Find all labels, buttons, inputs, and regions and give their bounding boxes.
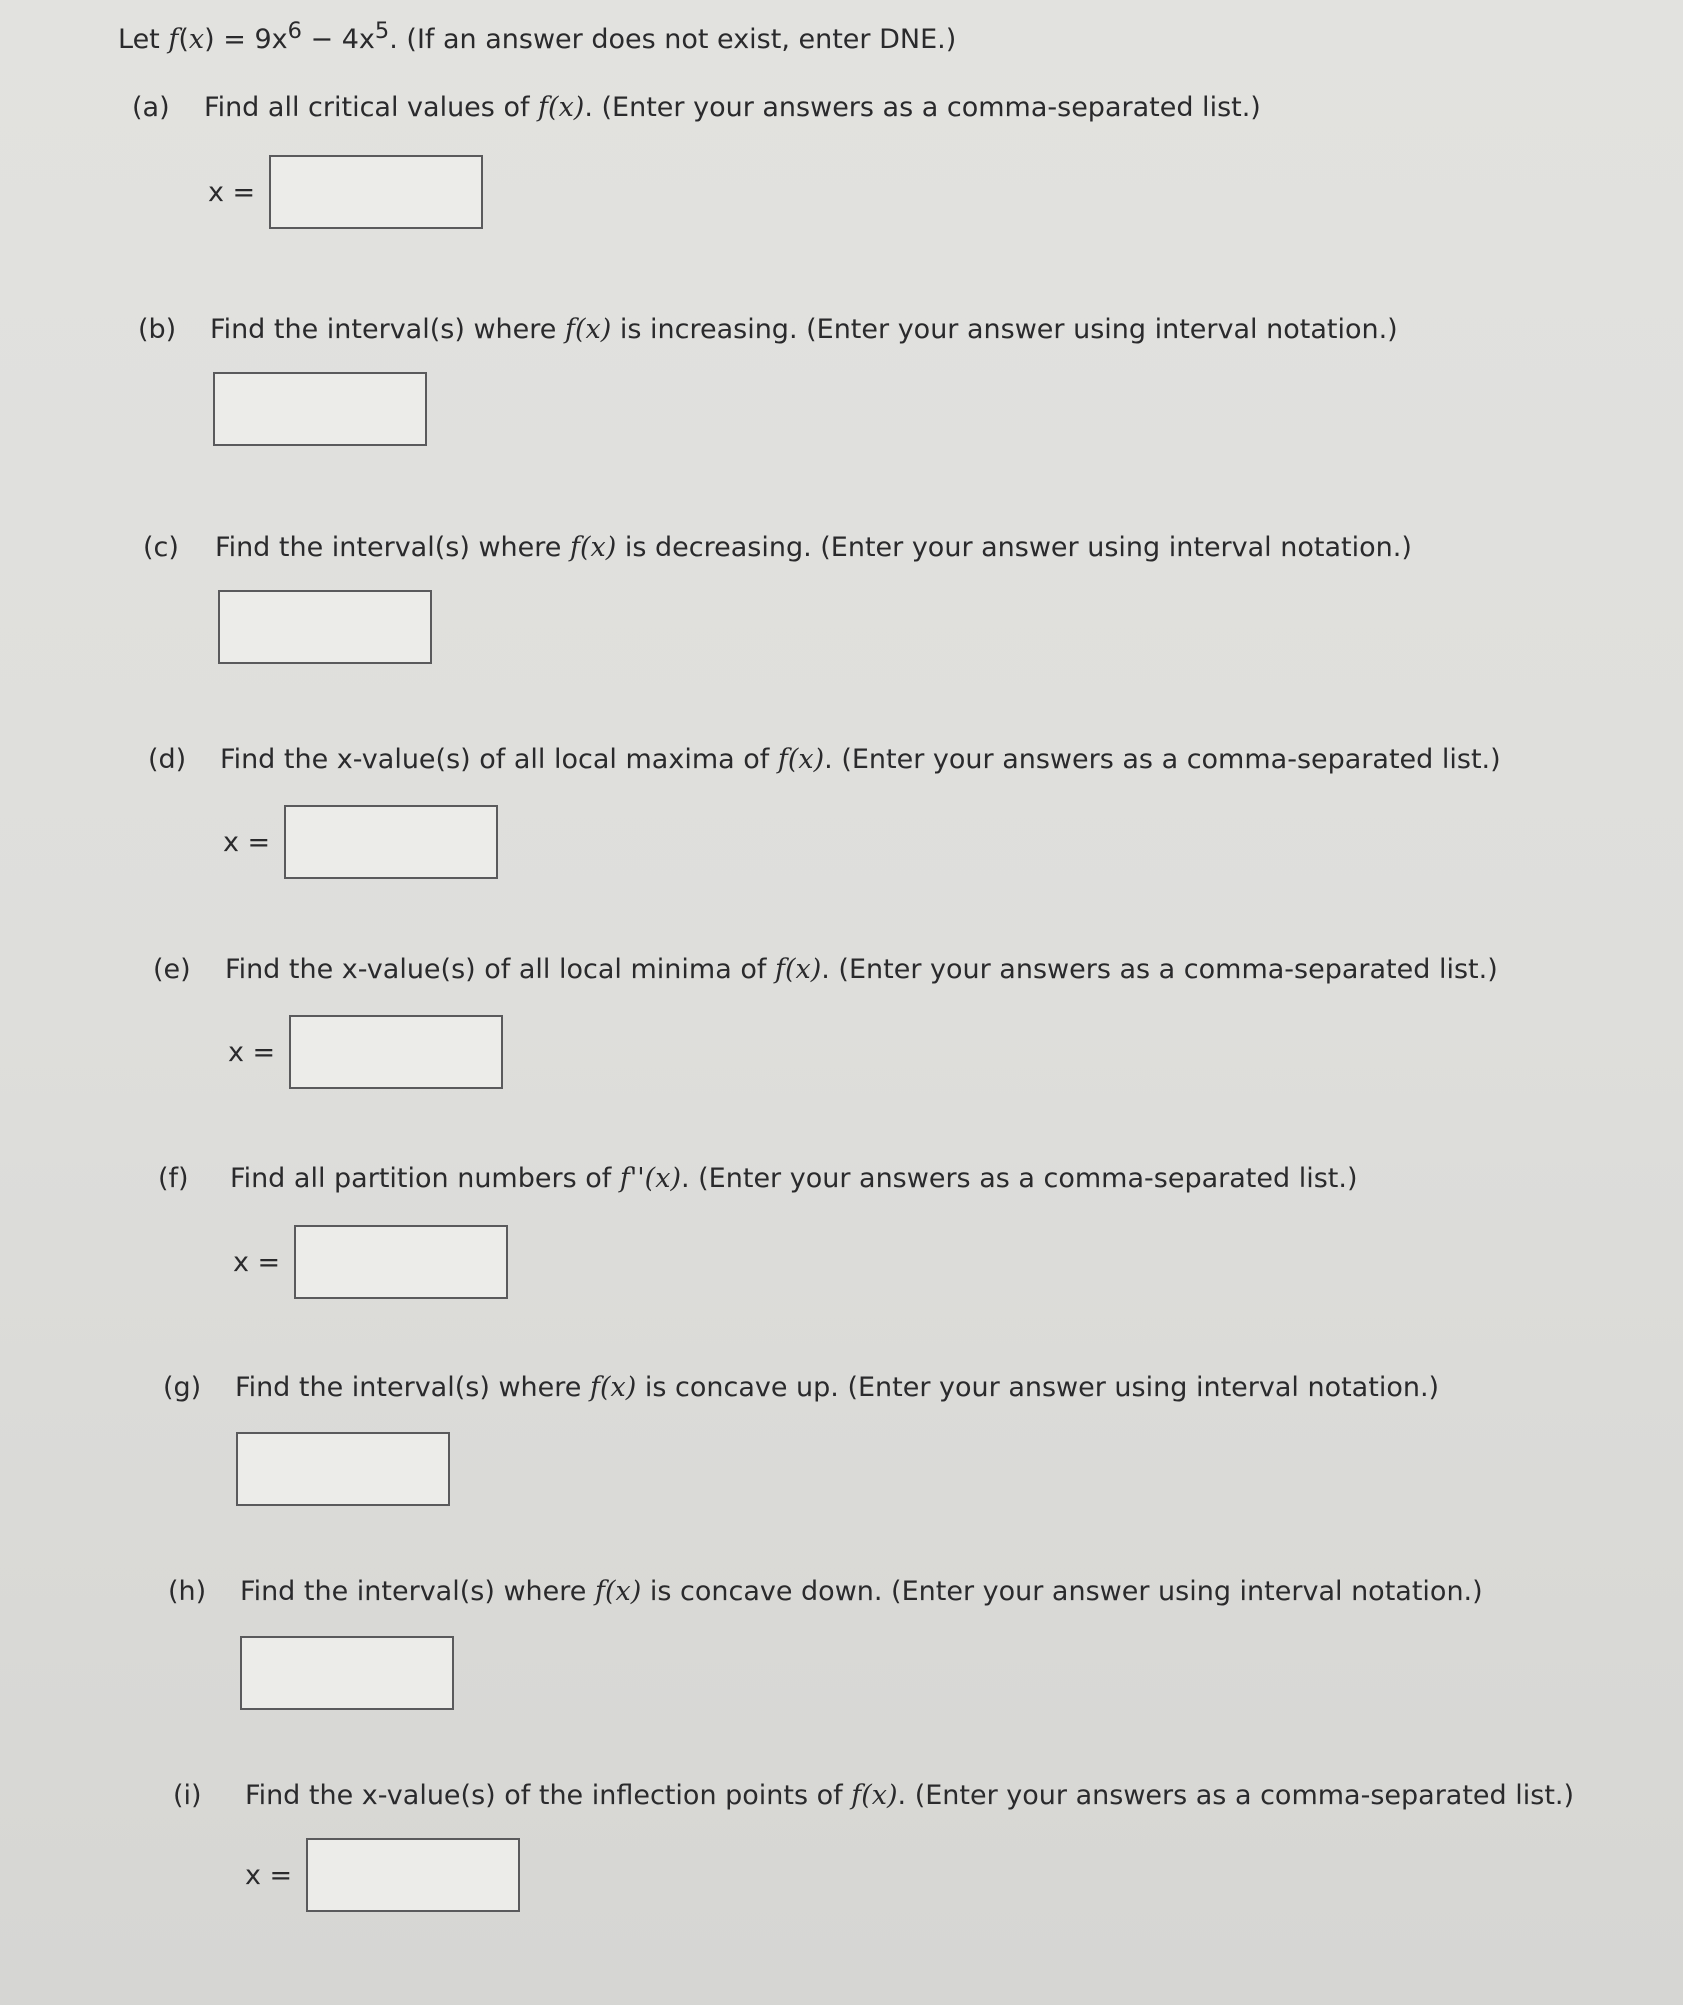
problem-statement: Let $f(x) = 9x^6 - 4x^5$. (If an answer does not exist, enter DNE.): [118, 18, 957, 55]
function-label: f(x): [774, 954, 822, 985]
answer-row-e: [228, 1015, 503, 1089]
question-instruction: is decreasing. (Enter your answer using interval notation.): [616, 532, 1412, 563]
answer-row-d: [223, 805, 498, 879]
question-text: Find the interval(s) where: [240, 1576, 595, 1607]
function-label: f(x): [777, 744, 825, 775]
answer-input-e[interactable]: [289, 1015, 503, 1089]
x-equals-label: x =: [245, 1859, 293, 1891]
function-label: f(x): [851, 1780, 898, 1811]
question-text: Find the interval(s) where: [235, 1372, 590, 1403]
question-letter: (g): [163, 1372, 202, 1403]
question-text: Find all critical values of: [204, 92, 539, 123]
question-b: [138, 314, 1398, 345]
question-instruction: . (Enter your answers as a comma-separated list.): [821, 954, 1498, 985]
question-instruction: is increasing. (Enter your answer using interval notation.): [611, 314, 1398, 345]
question-letter: (h): [168, 1576, 207, 1607]
question-c: [143, 532, 1412, 563]
question-letter: (d): [148, 744, 187, 775]
answer-input-a[interactable]: [269, 155, 483, 229]
function-label: f(x): [569, 532, 617, 563]
question-instruction: . (Enter your answers as a comma-separated list.): [584, 92, 1261, 123]
x-equals-label: x =: [233, 1246, 281, 1278]
question-instruction: is concave up. (Enter your answer using interval notation.): [636, 1372, 1440, 1403]
answer-row-g: [236, 1432, 450, 1506]
question-e: [153, 954, 1498, 985]
answer-input-f[interactable]: [294, 1225, 508, 1299]
answer-row-c: [218, 590, 432, 664]
question-text: Find the x-value(s) of the inflection points of: [245, 1780, 852, 1811]
answer-input-b[interactable]: [213, 372, 427, 446]
function-label: f''(x): [619, 1163, 681, 1194]
answer-input-i[interactable]: [306, 1838, 520, 1912]
question-instruction: . (Enter your answers as a comma-separated list.): [897, 1780, 1575, 1811]
answer-input-c[interactable]: [218, 590, 432, 664]
answer-input-g[interactable]: [236, 1432, 450, 1506]
question-letter: (b): [138, 314, 177, 345]
question-letter: (a): [132, 92, 170, 123]
answer-input-d[interactable]: [284, 805, 498, 879]
question-letter: (e): [153, 954, 191, 985]
answer-row-f: [233, 1225, 508, 1299]
function-label: f(x): [589, 1372, 637, 1403]
question-text: Find all partition numbers of: [230, 1163, 620, 1194]
function-label: f(x): [564, 314, 612, 345]
question-instruction: is concave down. (Enter your answer using interval notation.): [641, 1576, 1483, 1607]
function-label: f(x): [594, 1576, 642, 1607]
question-letter: (c): [143, 532, 179, 563]
question-instruction: . (Enter your answers as a comma-separated list.): [680, 1163, 1358, 1194]
question-letter: (i): [173, 1780, 202, 1811]
answer-row-h: [240, 1636, 454, 1710]
question-h: [168, 1576, 1483, 1607]
question-letter: (f): [158, 1163, 189, 1194]
x-equals-label: x =: [223, 826, 271, 858]
question-text: Find the x-value(s) of all local minima of: [225, 954, 775, 985]
answer-row-b: [213, 372, 427, 446]
question-g: [163, 1372, 1439, 1403]
question-i: [173, 1780, 1574, 1811]
question-text: Find the interval(s) where: [215, 532, 570, 563]
answer-row-i: [245, 1838, 520, 1912]
question-d: [148, 744, 1501, 775]
x-equals-label: x =: [208, 176, 256, 208]
answer-row-a: [208, 155, 483, 229]
question-instruction: . (Enter your answers as a comma-separated list.): [824, 744, 1501, 775]
function-label: f(x): [538, 92, 585, 123]
answer-input-h[interactable]: [240, 1636, 454, 1710]
question-f: [158, 1163, 1357, 1194]
question-text: Find the x-value(s) of all local maxima of: [220, 744, 778, 775]
x-equals-label: x =: [228, 1036, 276, 1068]
question-a: [132, 92, 1261, 123]
question-text: Find the interval(s) where: [210, 314, 565, 345]
